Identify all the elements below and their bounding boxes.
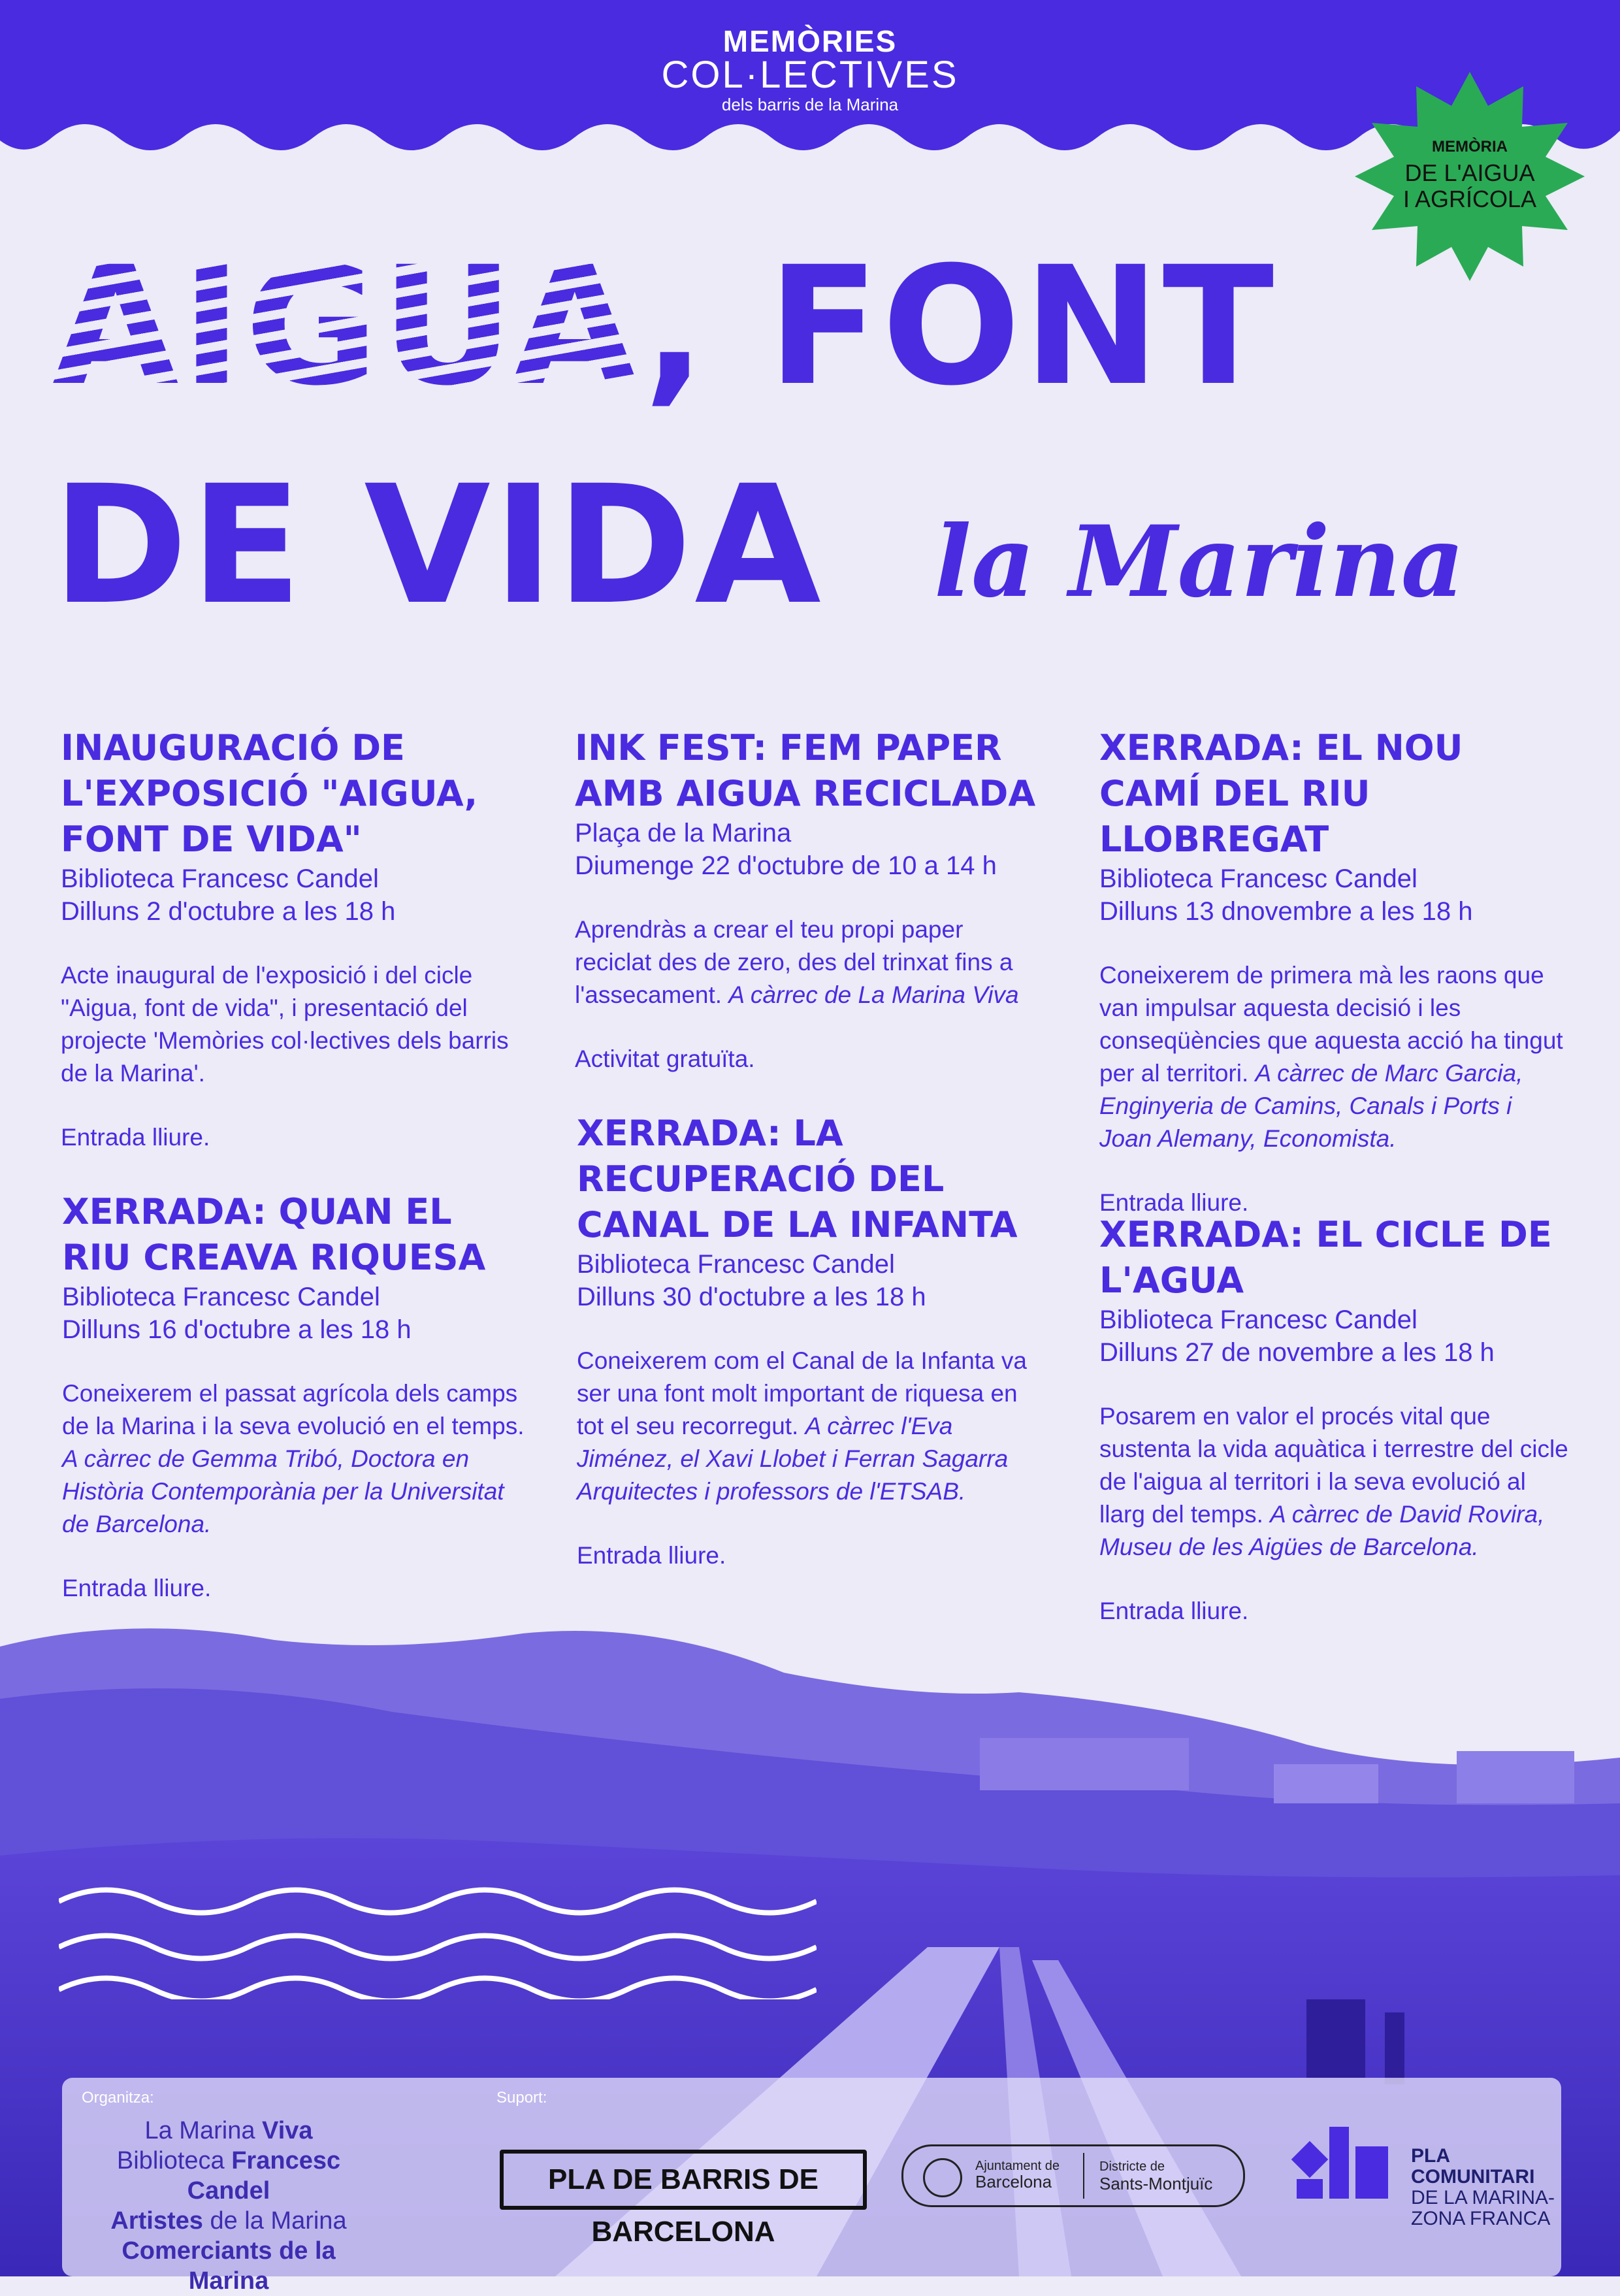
- badge-text: [1378, 134, 1561, 212]
- comunitari-line2: COMUNITARI: [1411, 2166, 1535, 2188]
- event-heading: XERRADA: QUAN EL RIU CREAVA RIQUESA: [62, 1191, 486, 1278]
- page-title-line1: [52, 229, 1276, 425]
- ajuntament-line2: Barcelona: [975, 2172, 1052, 2191]
- event-date: Diumenge 22 d'octubre de 10 a 14 h: [575, 851, 997, 880]
- event-note: Entrada lliure.: [577, 1542, 726, 1569]
- event-note: Entrada lliure.: [1099, 1598, 1249, 1624]
- event-date: Dilluns 27 de novembre a les 18 h: [1099, 1338, 1495, 1367]
- event-canal-infanta: [577, 1111, 1047, 1572]
- event-credit: A càrrec de La Marina Viva: [728, 981, 1019, 1008]
- pla-comunitari-icon: [1290, 2120, 1395, 2205]
- event-description: [577, 1345, 1047, 1508]
- event-description: [1099, 959, 1570, 1155]
- title-striped-word: AIGUA: [52, 231, 644, 421]
- memories-logo: [588, 26, 1032, 115]
- page-title-line2: DE VIDA: [52, 450, 824, 640]
- event-date: Dilluns 16 d'octubre a les 18 h: [62, 1315, 412, 1344]
- comunitari-line3: DE LA MARINA-: [1411, 2187, 1555, 2208]
- event-credit: A càrrec l'Eva Jiménez, el Xavi Llobet i Ferran Sagarra Arquitectes i professors de l'ETSAB.: [577, 1413, 1009, 1505]
- event-date: Dilluns 13 dnovembre a les 18 h: [1099, 897, 1473, 926]
- event-description: [575, 913, 1045, 1011]
- event-ink-fest: [575, 725, 1045, 1075]
- organizers-list: [105, 2116, 353, 2296]
- logo-line2: COL·LECTIVES: [661, 54, 959, 96]
- title-script: la Marina: [934, 504, 1465, 619]
- event-note: Entrada lliure.: [62, 1575, 212, 1601]
- title-font-word: , FONT: [643, 231, 1277, 421]
- event-heading: XERRADA: EL CICLE DE L'AGUA: [1099, 1214, 1552, 1301]
- event-credit: A càrrec de Gemma Tribó, Doctora en Història Contemporània per la Universitat de Barcelona.: [62, 1445, 504, 1537]
- event-quan-el-riu: [62, 1189, 532, 1605]
- shield-icon: [923, 2158, 962, 2197]
- event-place: Biblioteca Francesc Candel: [1099, 864, 1418, 893]
- organizer-comerciants: Comerciants de la Marina: [122, 2237, 336, 2295]
- badge-line3: I AGRÍCOLA: [1402, 186, 1537, 212]
- event-credit: A càrrec de David Rovira, Museu de les Aigües de Barcelona.: [1099, 1501, 1545, 1560]
- event-heading: XERRADA: LA RECUPERACIÓ DEL CANAL DE LA INFANTA: [577, 1113, 1018, 1245]
- badge-line2: DE L'AIGUA: [1404, 159, 1535, 186]
- pla-comunitari-text: [1411, 2146, 1555, 2229]
- comunitari-line4: ZONA FRANCA: [1411, 2208, 1551, 2229]
- organizer-artistes: Artistes de la Marina: [110, 2207, 347, 2235]
- logo-line3: dels barris de la Marina: [721, 95, 899, 114]
- event-desc-text: Posarem en valor el procés vital que sustenta la vida aquàtica i terrestre del cicle de l'aigua al territori i la seva evolució al llarg del temps.: [1099, 1403, 1568, 1528]
- event-description: [1099, 1400, 1570, 1564]
- event-note: Entrada lliure.: [61, 1124, 210, 1151]
- event-desc-text: Coneixerem de primera mà les raons que van impulsar aquesta decisió i les conseqüències que aquesta acció ha tingut per al territori.: [1099, 962, 1563, 1087]
- event-place: Plaça de la Marina: [575, 819, 792, 847]
- event-date: Dilluns 30 d'octubre a les 18 h: [577, 1283, 926, 1311]
- ajuntament-logo: [901, 2144, 1245, 2207]
- divider: [1083, 2153, 1084, 2199]
- organizer-marina-viva: La Marina Viva: [144, 2117, 313, 2144]
- event-place: Biblioteca Francesc Candel: [61, 864, 379, 893]
- logo-line1: MEMÒRIES: [722, 24, 898, 58]
- districte-line1: Districte de: [1099, 2159, 1165, 2174]
- wave-lines-decoration: [59, 1882, 817, 1999]
- event-place: Biblioteca Francesc Candel: [577, 1250, 895, 1279]
- organizer-biblioteca: Biblioteca Francesc Candel: [116, 2147, 341, 2205]
- event-description: Acte inaugural de l'exposició i del cicle "Aigua, font de vida", i presentació del projecte 'Memòries col·lectives dels barris de la Marina'.: [61, 962, 509, 1087]
- event-desc-text: Coneixerem com el Canal de la Infanta va ser una font molt important de riquesa en tot el seu recorregut.: [577, 1347, 1027, 1439]
- event-heading: XERRADA: EL NOU CAMÍ DEL RIU LLOBREGAT: [1099, 727, 1463, 860]
- event-cicle-aigua: [1099, 1212, 1570, 1628]
- event-place: Biblioteca Francesc Candel: [62, 1283, 380, 1311]
- pla-de-barris-logo: PLA DE BARRIS DE BARCELONA: [500, 2150, 867, 2210]
- event-nou-cami: [1099, 725, 1570, 1219]
- ajuntament-text: [975, 2158, 1060, 2189]
- event-note: Activitat gratuïta.: [575, 1045, 755, 1072]
- districte-text: [1099, 2158, 1212, 2192]
- event-desc-text: Coneixerem el passat agrícola dels camps de la Marina i la seva evolució en el temps.: [62, 1380, 525, 1439]
- event-place: Biblioteca Francesc Candel: [1099, 1305, 1418, 1334]
- event-heading: INAUGURACIÓ DE L'EXPOSICIÓ "AIGUA, FONT DE VIDA": [61, 727, 478, 860]
- event-credit: A càrrec de Marc Garcia, Enginyeria de Camins, Canals i Ports i Joan Alemany, Economista.: [1099, 1060, 1523, 1152]
- ajuntament-line1: Ajuntament de: [975, 2159, 1060, 2173]
- event-description: [62, 1377, 532, 1541]
- comunitari-line1: PLA: [1411, 2145, 1450, 2167]
- suport-label: Suport:: [496, 2089, 547, 2107]
- event-note: Entrada lliure.: [1099, 1189, 1249, 1216]
- badge-line1: MEMÒRIA: [1432, 138, 1508, 156]
- event-date: Dilluns 2 d'octubre a les 18 h: [61, 897, 396, 926]
- event-inauguracio: [61, 725, 531, 1154]
- organitza-label: Organitza:: [82, 2089, 154, 2107]
- districte-line2: Sants-Montjuïc: [1099, 2174, 1213, 2193]
- event-desc-text: Aprendràs a crear el teu propi paper reciclat des de zero, des del trinxat fins a l'assecament.: [575, 916, 1013, 1008]
- event-heading: INK FEST: FEM PAPER AMB AIGUA RECICLADA: [575, 727, 1036, 814]
